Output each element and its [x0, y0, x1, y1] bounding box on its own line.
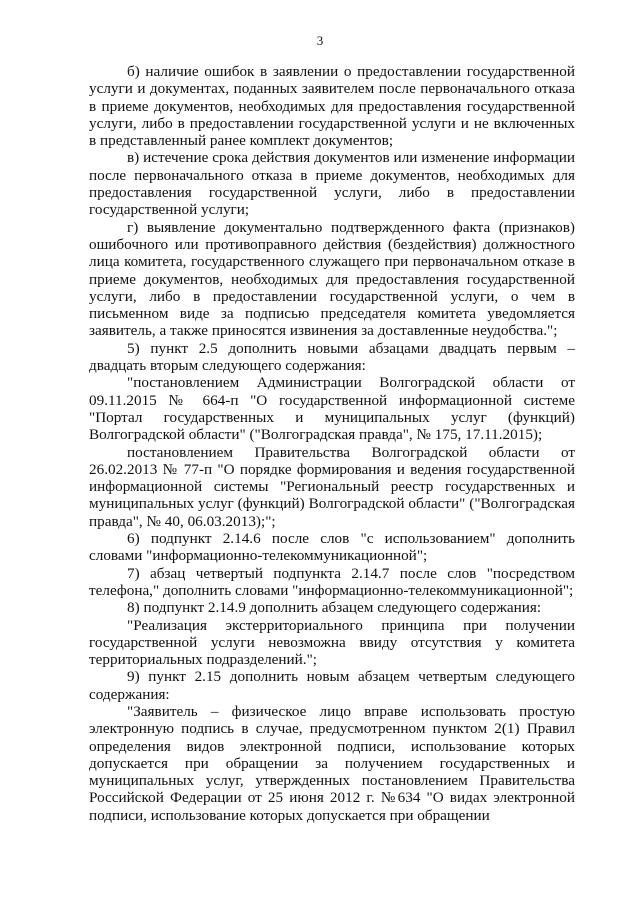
paragraph-item-9: 9) пункт 2.15 дополнить новым абзацем четвертым следующего содержания:	[89, 668, 575, 703]
paragraph-item-6: 6) подпункт 2.14.6 после слов "с использованием" дополнить словами "информационно-телекоммуникационной";	[89, 530, 575, 565]
document-body	[89, 63, 575, 824]
paragraph-v: в) истечение срока действия документов или изменение информации после первоначального отказа в приеме документов, необходимых для предоставления государственной услуги, либо в предоставлении государственной услуги;	[89, 149, 575, 219]
paragraph-item-7: 7) абзац четвертый подпункта 2.14.7 после слов "посредством телефона," дополнить словами "информационно-телекоммуникационной";	[89, 564, 575, 599]
paragraph-item-5: 5) пункт 2.5 дополнить новыми абзацами двадцать первым – двадцать вторым следующего содержания:	[89, 339, 575, 375]
paragraph-b: б) наличие ошибок в заявлении о предоставлении государственной услуги и документах, поданных заявителем после первоначального отказа в приеме документов, необходимых для предоставления государственной услуги, либо в предоставлении государственной услуги и не включенных в представленный ранее комплект документов;	[89, 63, 575, 150]
page-number: 3	[316, 33, 324, 48]
paragraph-quote-resolution-664: "постановлением Администрации Волгоградской области от 09.11.2015 № 664-п "О государственной информационной системе "Портал государственных и муниципальных услуг (функций) Волгоградской области" ("Волгоградская правда", № 175, 17.11.2015);	[89, 374, 575, 444]
paragraph-quote-extraterritorial: "Реализация экстерриториального принципа при получении государственной услуги невозможна ввиду отсутствия у комитета территориальных подразделений.";	[89, 616, 575, 669]
paragraph-resolution-77: постановлением Правительства Волгоградской области от 26.02.2013 № 77-п "О порядке формирования и ведения государственной информационной системы "Региональный реестр государственных и муниципальных услуг (функций) Волгоградской области" ("Волгоградская правда", № 40, 06.03.2013);";	[89, 443, 575, 530]
paragraph-g: г) выявление документально подтвержденного факта (признаков) ошибочного или противоправного действия (бездействия) должностного лица комитета, государственного служащего при первоначальном отказе в приеме документов, необходимых для предоставления государственной услуги, либо в предоставлении государственной услуги, о чем в письменном виде за подписью председателя комитета уведомляется заявитель, а также приносятся извинения за доставленные неудобства.";	[89, 218, 575, 340]
paragraph-item-8: 8) подпункт 2.14.9 дополнить абзацем следующего содержания:	[127, 599, 542, 617]
paragraph-quote-applicant-signature: "Заявитель – физическое лицо вправе использовать простую электронную подпись в случае, предусмотренном пунктом 2(1) Правил определения видов электронной подписи, использование которых допускается при обращении за получением государственных и муниципальных услуг, утвержденных постановлением Правительства Российской Федерации от 25 июня 2012 г. №634 "О видах электронной подписи, использование которых допускается при обращении	[89, 702, 575, 824]
